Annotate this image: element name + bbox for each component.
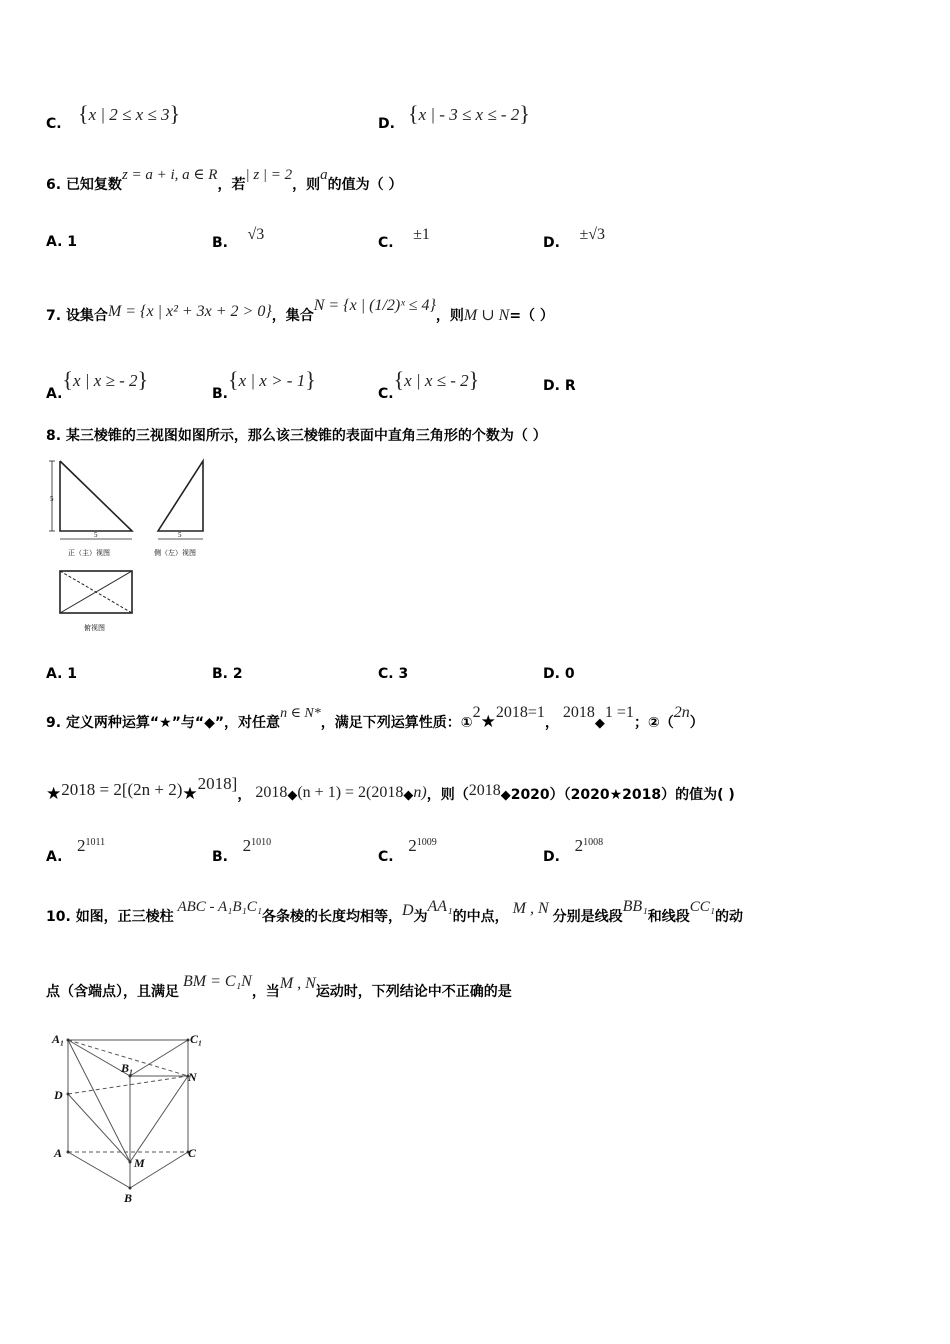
q9-option-b[interactable]: B. $2^{1010}$ [212,836,272,865]
q10-stem-line2: 点（含端点），且满足 BM = C₁N，当M , N运动时，下列结论中不正确的是 [46,973,512,1000]
q5-option-d-label: D. [378,116,395,132]
front-caption: 正（主）视图 [68,549,110,557]
front-view [49,461,132,539]
q7-option-a[interactable]: A.{x | x ≥ - 2} [46,367,149,402]
label-D: D [54,1088,63,1102]
label-B1: B₁ [121,1061,134,1075]
q6-option-b[interactable]: B. √3 [212,226,265,251]
label-C1: C₁ [190,1032,203,1046]
front-dim-label: 5 [50,495,54,503]
q8-three-view-figure [46,455,221,640]
label-A1: A₁ [52,1032,65,1046]
label-C: C [188,1146,197,1160]
q6-option-a[interactable]: A. 1 [46,234,78,250]
q5-option-c-label: C. [46,116,62,132]
label-N: N [188,1070,197,1084]
front-base-label: 5 [94,531,98,539]
q7-option-d[interactable]: D. R [543,378,576,394]
label-A: A [54,1146,63,1160]
q5-option-c-math: {x | 2 ≤ x ≤ 3} [78,101,181,126]
top-view [60,571,132,613]
q9-stem-line2: ★2018 = 2[(2n + 2)★2018]， 2018◆(n + 1) = 2(2018◆n)，则（2018◆2020）（2020★2018）的值为( ) [46,774,735,804]
q9-option-d[interactable]: D. $2^{1008}$ [543,836,604,865]
q8-stem: 8. 某三棱锥的三视图如图所示，那么该三棱锥的表面中直角三角形的个数为（ ） [46,428,547,444]
top-caption: 俯视图 [84,624,105,632]
side-view [158,461,203,539]
q7-stem: 7. 设集合M = {x | x² + 3x + 2 > 0}，集合N = {x | (1/2)ˣ ≤ 4}，则M ∪ N=（ ） [46,297,554,324]
q8-option-a[interactable]: A. 1 [46,666,78,682]
label-B: B [124,1191,133,1205]
q8-option-c[interactable]: C. 3 [378,666,409,682]
q8-option-b[interactable]: B. 2 [212,666,243,682]
q8-option-d[interactable]: D. 0 [543,666,575,682]
q6-option-d[interactable]: D. ±√3 [543,226,606,251]
q5-option-d-math: {x | - 3 ≤ x ≤ - 2} [408,101,530,126]
q9-option-a[interactable]: A. $2^{1011}$ [46,836,106,865]
q6-option-c[interactable]: C. ±1 [378,226,430,251]
label-M: M [134,1156,145,1170]
side-base-label: 5 [178,531,182,539]
q9-option-c[interactable]: C. $2^{1009}$ [378,836,437,865]
side-caption: 侧（左）视图 [154,549,196,557]
q6-stem: 6. 已知复数z = a + i, a ∈ R，若| z | = 2，则a的值为（ ） [46,167,403,193]
q10-stem-line1: 10. 如图，正三棱柱 ABC - A₁B₁C₁各条棱的长度均相等，D为AA₁的中点， M , N 分别是线段BB₁和线段CC₁的动 [46,898,743,925]
q9-stem-line1: 9. 定义两种运算“★”与“◆”，对任意n ∈ N*，满足下列运算性质：①2★2018=1， 2018◆1 =1；②（2n） [46,704,704,732]
q7-option-c[interactable]: C.{x | x ≤ - 2} [378,367,480,402]
q10-prism-figure [46,1028,221,1208]
q7-option-b[interactable]: B.{x | x > - 1} [212,367,316,402]
